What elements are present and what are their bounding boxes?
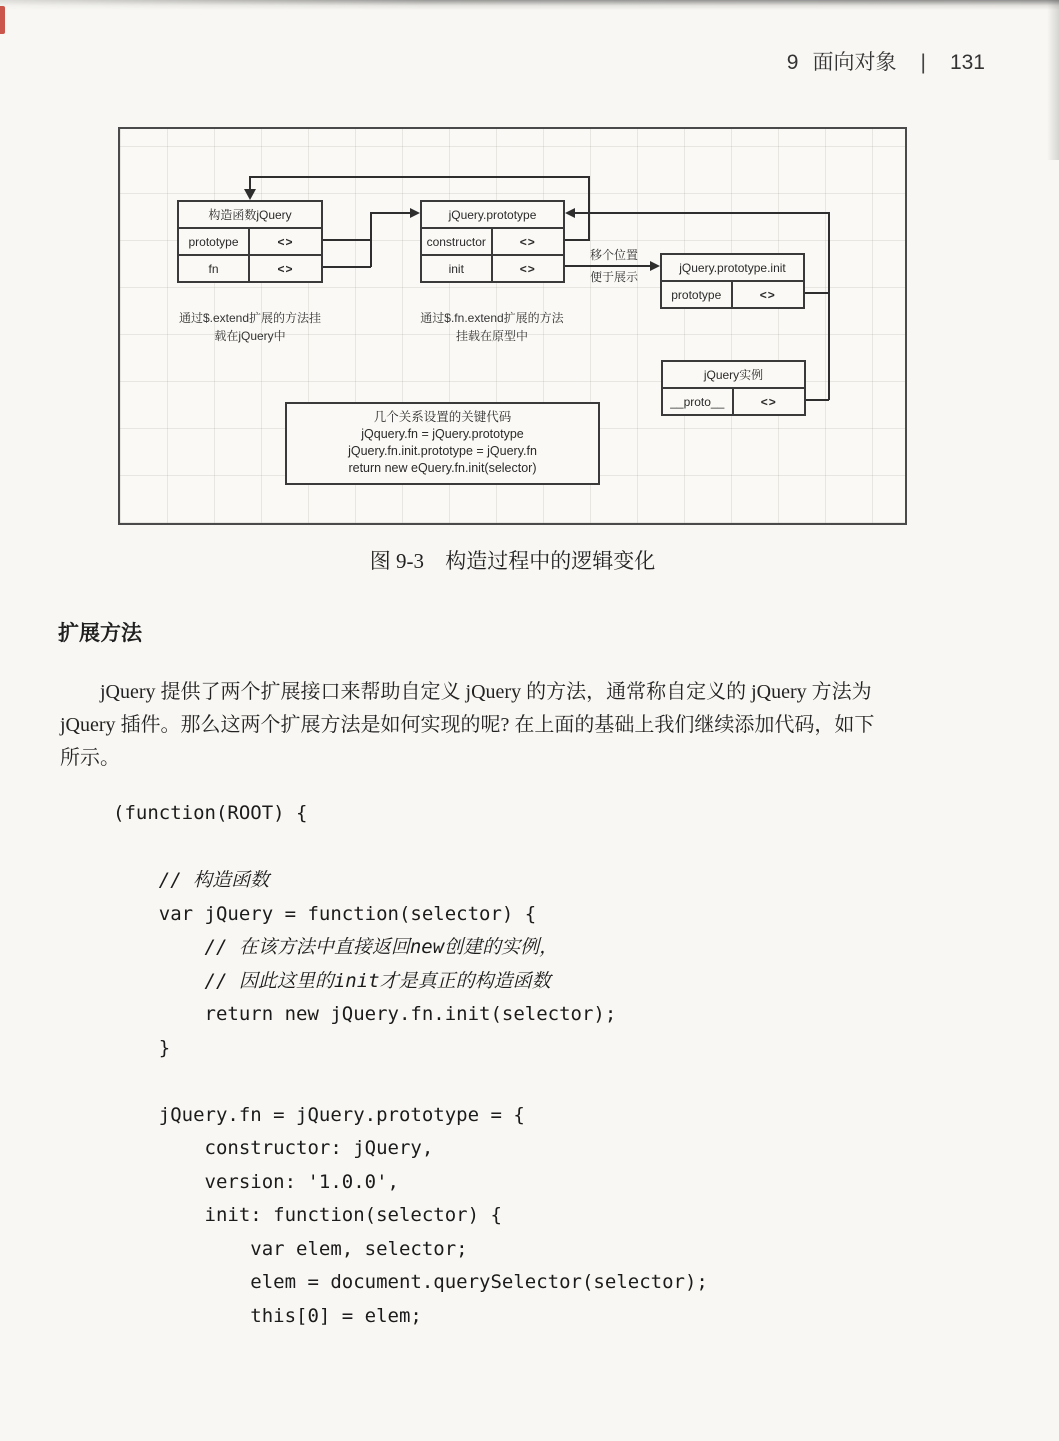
code-line	[113, 831, 708, 865]
scan-red-mark	[0, 6, 5, 34]
row-key: constructor	[422, 229, 493, 254]
box-row	[422, 229, 563, 254]
code-line: // 因此这里的init才是真正的构造函数	[113, 969, 551, 992]
code-line: elem = document.querySelector(selector);	[113, 1271, 708, 1293]
row-value: <>	[277, 261, 294, 276]
key-code-line: jQquery.fn = jQuery.prototype	[361, 427, 524, 441]
row-value: <>	[759, 287, 776, 302]
key-code-box	[285, 402, 600, 485]
note-extend: 通过$.extend扩展的方法挂 载在jQuery中	[178, 311, 322, 343]
row-value: <>	[519, 234, 536, 249]
code-line: var elem, selector;	[113, 1237, 468, 1260]
scan-right-shadow	[1047, 0, 1059, 160]
row-key: prototype	[662, 282, 733, 307]
code-line: version: '1.0.0',	[113, 1170, 399, 1193]
header-separator: |	[920, 51, 926, 74]
box-title: jQuery实例	[663, 362, 804, 389]
code-line: init: function(selector) {	[113, 1204, 502, 1226]
row-value: <>	[519, 261, 536, 276]
paragraph-line: 所示。	[60, 747, 120, 769]
jquery-instance-box	[661, 360, 806, 416]
jquery-prototype-box	[420, 200, 565, 283]
box-row	[179, 229, 321, 254]
box-row	[663, 389, 804, 414]
chapter-title: 面向对象	[812, 51, 897, 74]
note-move-position: 便于展示	[589, 270, 638, 284]
paragraph-line: jQuery 提供了两个扩展接口来帮助自定义 jQuery 的方法，通常称自定义的 jQuery 方法为	[100, 681, 872, 703]
code-line: constructor: jQuery,	[113, 1137, 434, 1159]
row-key: prototype	[179, 229, 250, 254]
box-title: jQuery.prototype	[422, 202, 563, 229]
key-code-line: return new eQuery.fn.init(selector)	[348, 461, 537, 475]
box-row	[179, 254, 321, 281]
box-title: 构造函数jQuery	[179, 202, 321, 229]
figure-9-3	[118, 127, 907, 525]
box-row	[422, 254, 563, 281]
note-fn-extend: 通过$.fn.extend扩展的方法 挂载在原型中	[420, 311, 564, 343]
section-heading: 扩展方法	[58, 622, 142, 645]
box-row	[662, 282, 803, 307]
code-line: this[0] = elem;	[113, 1304, 422, 1327]
code-line: var jQuery = function(selector) {	[113, 902, 537, 925]
figure-caption	[118, 545, 907, 575]
running-head	[787, 46, 985, 76]
key-code-line: jQuery.fn.init.prototype = jQuery.fn	[348, 444, 537, 458]
code-line: jQuery.fn = jQuery.prototype = {	[113, 1103, 525, 1126]
chapter-number: 9	[786, 51, 799, 74]
row-key: fn	[179, 256, 250, 281]
note-move-position: 移个位置	[589, 248, 638, 262]
key-code-title: 几个关系设置的关键代码	[373, 410, 512, 424]
jquery-constructor-box	[177, 200, 323, 283]
scan-top-edge	[0, 0, 1059, 10]
code-line	[113, 1065, 708, 1099]
jquery-prototype-init-box	[660, 253, 805, 309]
figure-caption-label: 图 9-3	[369, 549, 424, 573]
box-title: jQuery.prototype.init	[662, 255, 803, 282]
code-line: (function(ROOT) {	[113, 802, 308, 824]
paragraph-line: jQuery 插件。那么这两个扩展方法是如何实现的呢? 在上面的基础上我们继续添加代码，如下	[60, 714, 875, 736]
code-line: }	[113, 1036, 171, 1059]
figure-caption-text: 构造过程中的逻辑变化	[445, 549, 656, 573]
row-value: <>	[760, 394, 777, 409]
code-line: // 在该方法中直接返回new创建的实例，	[113, 936, 559, 958]
code-listing	[113, 797, 708, 1333]
row-key: __proto__	[663, 389, 734, 414]
code-line: // 构造函数	[113, 869, 270, 891]
code-line: return new jQuery.fn.init(selector);	[113, 1003, 617, 1025]
page-number: 131	[949, 51, 985, 74]
body-paragraph	[60, 676, 982, 775]
row-value: <>	[277, 234, 294, 249]
row-key: init	[422, 256, 493, 281]
